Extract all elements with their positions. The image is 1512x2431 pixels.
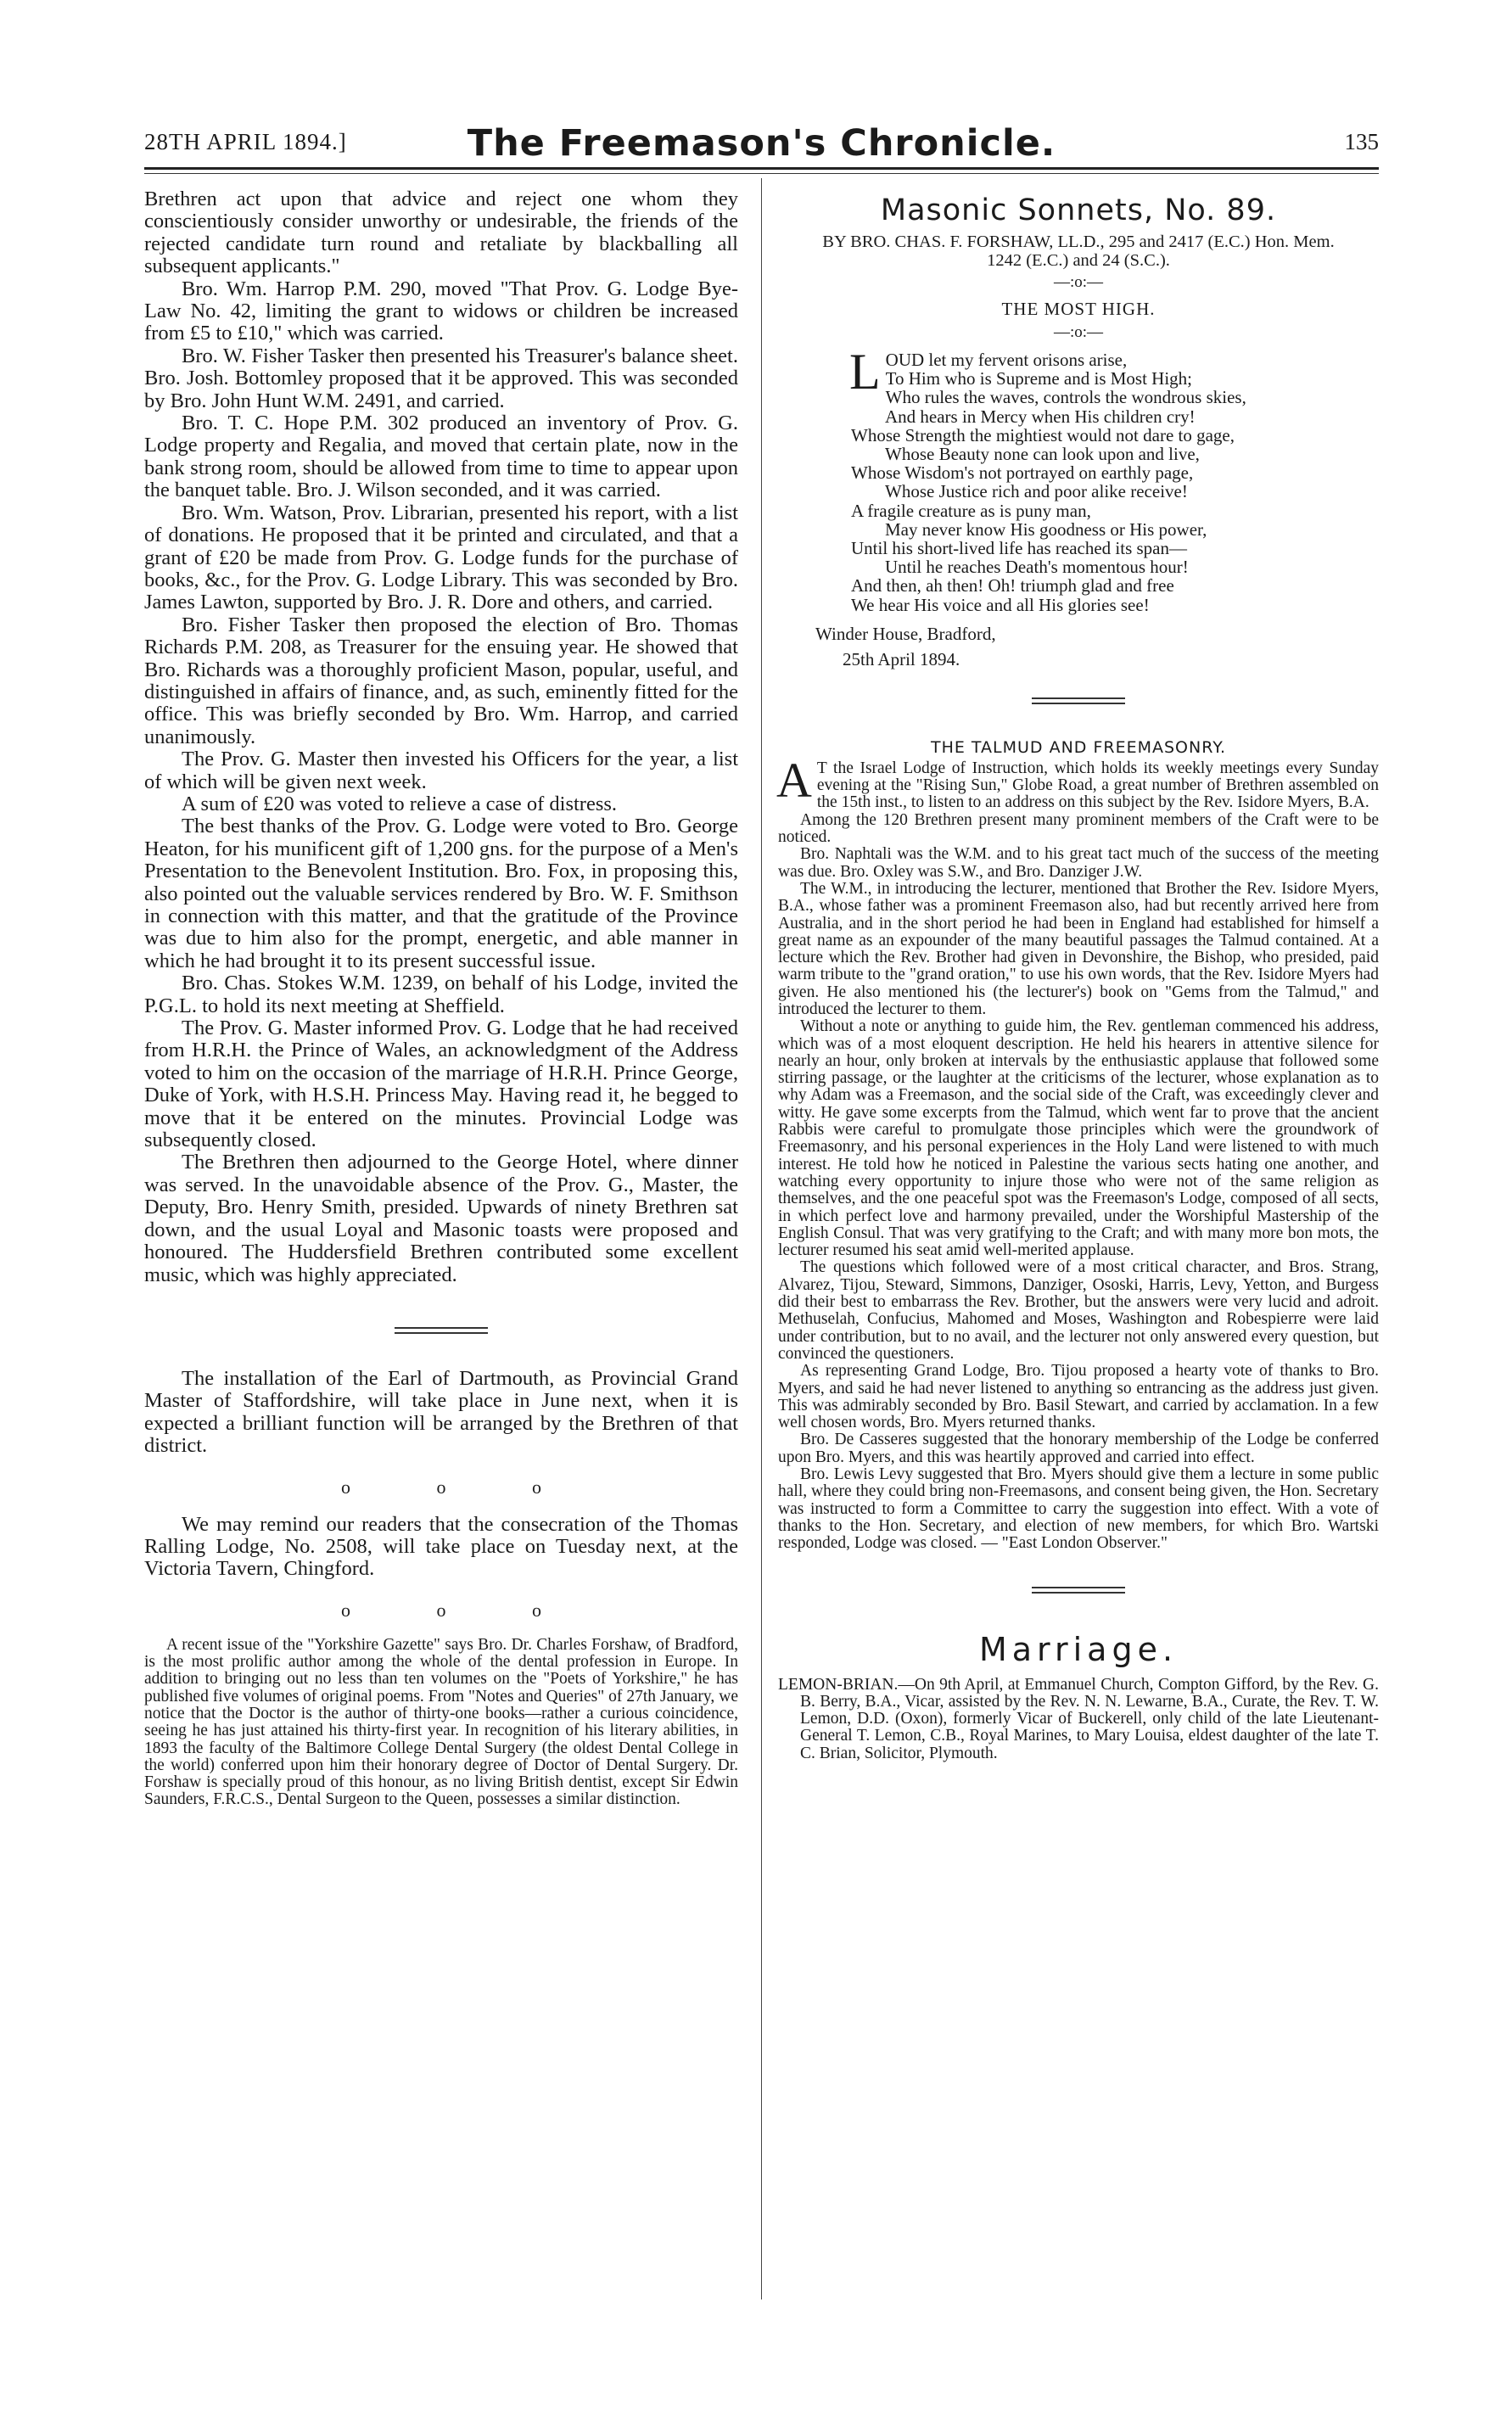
drop-cap: A [776,752,812,808]
poem-line: Whose Beauty none can look upon and live, [885,444,1200,465]
header-rule-thin [144,173,1379,174]
poem-body [849,344,1379,615]
poem-line: OUD let my fervent orisons arise, [885,350,1128,370]
poem-line: Whose Wisdom's not portrayed on earthly page, [851,462,1194,484]
article-paragraph: Bro. De Casseres suggested that the honorary membership of the Lodge be conferred upon Bro. Myers, and this was heartily approved and carried into effect. [778,1431,1379,1466]
column-divider [761,178,762,2299]
header-rule [144,167,1379,170]
article-paragraph: The W.M., in introducing the lecturer, mentioned that Brother the Rev. Isidore Myers, B.A., whose father was a prominent Freemason also, had but recently arrived here from Australia, and in the short period he had been in England had established for himself a great name as an expounder of the many beautiful passages the Talmud contained. At a lecture which the Rev. Brother had given in Devonshire, the Bishop, who presided, paid warm tribute to the "grand oration," to use his own words, that the Rev. Isidore Myers had given. He also mentioned his (the lecturer's) book on "Gems from the Talmud," and introduced the lecturer to them. [778,879,1379,1018]
issue-date: 28TH APRIL 1894.] [144,129,347,154]
page-number: 135 [1344,129,1379,154]
masthead [144,122,1379,166]
report-paragraph: Bro. Chas. Stokes W.M. 1239, on behalf of his Lodge, invited the P.G.L. to hold its next meeting at Sheffield. [144,972,738,1017]
report-paragraph: The Brethren then adjourned to the George Hotel, where dinner was served. In the unavoidable absence of the Prov. G., Master, the Deputy, Bro. Henry Smith, presided. Upwards of ninety Brethren sat down, and the usual Loyal and Masonic toasts were proposed and honoured. The Huddersfield Brethren contributed some excellent music, which was highly appreciated. [144,1151,738,1286]
report-paragraph: Bro. Wm. Watson, Prov. Librarian, presented his report, with a list of donations. He proposed that it be printed and circulated, and that a grant of £20 be made from Prov. G. Lodge funds for the purchase of books, &c., for the Prov. G. Lodge Library. This was seconded by Bro. James Lawton, supported by Bro. J. R. Dore and others, and carried. [144,501,738,614]
marriage-notice [778,1677,1379,1762]
article-paragraph: Among the 120 Brethren present many prominent members of the Craft were to be noticed. [778,810,1379,847]
article-paragraph: The questions which followed were of a most critical character, and Bros. Strang, Alvarez, Tijou, Steward, Simmons, Danziger, Ososki, Harris, Levy, Yetton, and Burgess did their best to embarrass the Rev. Brother, but the answers were very lucid and adroit. Methuselah, Confucius, Mahomed and Moses, Washington and Robespierre were laid under contribution, but to no avail, and the lecturer not only answered every question, but convinced the questioners. [778,1258,1379,1363]
section-ornament [144,1327,738,1334]
poem-title: THE MOST HIGH. [1001,299,1156,319]
poem-line: May never know His goodness or His power, [885,518,1207,540]
drop-cap: L [849,344,881,400]
sonnet-byline: BY BRO. CHAS. F. FORSHAW, LL.D., 295 and 2417 (E.C.) Hon. Mem. [822,232,1335,251]
poem-line: Until his short-lived life has reached its span— [851,538,1187,559]
report-paragraph: The Prov. G. Master informed Prov. G. Lodge that he had received from H.R.H. the Prince of Wales, an acknowledgment of the Address voted to him on the occasion of the marriage of H.R.H. Prince George, Duke of York, with H.S.H. Princess May. Having read it, he begged to move that it be entered on the minutes. Provincial Lodge was subsequently closed. [144,1017,738,1152]
separator-dots: o o o [341,1599,582,1621]
article-paragraph: As representing Grand Lodge, Bro. Tijou proposed a hearty vote of thanks to Bro. Myers, and said he had never listened to anything so entrancing as the address just given. This was admirably seconded by Bro. Basil Stewart, and carried by acclamation. In a few well chosen words, Bro. Myers returned thanks. [778,1362,1379,1432]
talmud-heading: THE TALMUD AND FREEMASONRY. [930,737,1227,757]
report-paragraph: Bro. T. C. Hope P.M. 302 produced an inventory of Prov. G. Lodge property and Regalia, and moved that certain plate, now in the bank strong room, should be allowed from time to time to appear upon the banquet table. Bro. J. Wilson seconded, and it was carried. [144,412,738,502]
separator-dots: o o o [341,1476,582,1498]
sonnet-byline-cont: 1242 (E.C.) and 24 (S.C.). [987,251,1170,270]
poem-line: And then, ah then! Oh! triumph glad and free [851,575,1174,597]
article-paragraph: Bro. Naphtali was the W.M. and to his great tact much of the success of the meeting was due. Bro. Oxley was S.W., and Bro. Danziger J.W. [778,845,1379,881]
article-paragraph: Without a note or anything to guide him, the Rev. gentleman commenced his address, which was of a most eloquent description. He held his hearers in attentive silence for nearly an hour, only broken at intervals by the enthusiastic applause that followed some stirring passage, or the laughter at the criticisms of the lecturer, whose explanation as to why Adam was a Freemason, and the social side of the Craft, was exceedingly clever and witty. He gave some excerpts from the Talmud, which went far to prove that the ancient Rabbis were careful to promulgate those principles which were the groundwork of Freemasonry, and his personal experiences in the Holy Land were listened to with much interest. He told how he noticed in Palestine the various sects hating one another, and watching every opportunity to injure those who were not of the same religion as themselves, and the one peaceful spot was the Freemason's Lodge, composed of all sects, in which perfect love and harmony prevailed, under the Worshipful Mastership of the English Consul. That was very gratifying to the Craft; and with many more bon mots, the lecturer resumed his seat amid well-merited applause. [778,1017,1379,1260]
signoff-date: 25th April 1894. [843,648,960,669]
report-paragraph: Brethren act upon that advice and reject one whom they conscientiously consider unworthy or undesirable, the friends of the rejected candidate turn round and retaliate by blackballing all subsequent applicants." [144,188,738,278]
report-paragraph: The best thanks of the Prov. G. Lodge were voted to Bro. George Heaton, for his munificent gift of 1,200 gns. for the purpose of a Men's Presentation to the Benevolent Institution. Bro. Fox, in proposing this, also pointed out the valuable services rendered by Bro. W. F. Smithson in connection with this matter, and that the gratitude of the Province was due to him also for the prompt, energetic, and able manner in which he had brought it to its present successful issue. [144,815,738,972]
report-paragraph: The Prov. G. Master then invested his Officers for the year, a list of which will be given next week. [144,748,738,793]
sonnet-title: Masonic Sonnets, No. 89. [880,193,1277,227]
divider-mark: —:o:— [1053,323,1104,341]
right-column [778,193,1379,1762]
signoff-place: Winder House, Bradford, [815,623,996,644]
left-column [144,188,738,1809]
article-paragraph: A T the Israel Lodge of Instruction, which holds its weekly meetings every Sunday evening at the "Rising Sun," Globe Road, a great number of Brethren assembled on the 15th inst., to listen to an address on this subject by the Rev. Isidore Myers, B.A. [776,752,1379,812]
talmud-article [776,752,1379,1553]
forshaw-note: A recent issue of the "Yorkshire Gazette" says Bro. Dr. Charles Forshaw, of Bradford, is the most prolific author among the whole of the dental profession in Europe. In addition to bringing out no less than ten volumes on the "Poets of Yorkshire," he has published five volumes of original poems. From "Notes and Queries" of 27th January, we notice that the Doctor is the author of thirty-one books—rather a curious coincidence, seeing he has just attained his thirty-first year. In recognition of his literary abilities, in 1893 the faculty of the Baltimore College Dental Surgery (the oldest Dental College in the world) conferred upon him their honorary degree of Doctor of Dental Surgery. Dr. Forshaw is specially proud of this honour, as no living British dentist, except Sir Edwin Saunders, F.R.C.S., Dental Surgeon to the Queen, possesses a similar distinction. [144,1635,738,1809]
poem-line: Until he reaches Death's momentous hour! [885,557,1189,578]
poem-line: Whose Strength the mightiest would not dare to gage, [851,424,1235,445]
dartmouth-note: The installation of the Earl of Dartmouth, as Provincial Grand Master of Staffordshire, will take place in June next, when it is expected a brilliant function will be arranged by the Brethren of that district. [144,1366,738,1458]
poem-line: Whose Justice rich and poor alike receive! [885,481,1188,502]
section-ornament [778,1587,1379,1594]
newspaper-title: The Freemason's Chronicle. [467,122,1056,165]
report-paragraph: Bro. W. Fisher Tasker then presented his Treasurer's balance sheet. Bro. Josh. Bottomley proposed that it be approved. This was seconded by Bro. John Hunt W.M. 2491, and carried. [144,344,738,412]
lodge-report [144,188,738,1286]
divider-mark: —:o:— [1053,273,1104,291]
marriage-entry: LEMON-BRIAN.—On 9th April, at Emmanuel Church, Compton Gifford, by the Rev. G. B. Berry, B.A., Vicar, assisted by the Rev. N. N. Lewarne, B.A., Curate, the Rev. T. W. Lemon, D.D. (Oxon), formerly Vicar of Buckerell, only child of the late Lieutenant-General T. Lemon, C.B., Royal Marines, to Mary Louisa, eldest daughter of the late T. C. Brian, Solicitor, Plymouth. [778,1675,1379,1762]
poem-line: Who rules the waves, controls the wondrous skies, [885,387,1246,408]
poem-line: To Him who is Supreme and is Most High; [885,368,1193,389]
report-paragraph: A sum of £20 was voted to relieve a case of distress. [182,792,618,815]
article-paragraph: Bro. Lewis Levy suggested that Bro. Myers should give them a lecture in some public hall, where they could bring non-Freemasons, and consent being given, the Hon. Secretary was instructed to form a Committee to carry the suggestion into effect. With a vote of thanks to the Hon. Secretary, and election of new members, for which Bro. Wartski responded, Lodge was closed. — "East London Observer." [778,1465,1379,1553]
poem-line: We hear His voice and all His glories see! [851,594,1150,615]
report-paragraph: Bro. Fisher Tasker then proposed the election of Bro. Thomas Richards P.M. 208, as Treasurer for the ensuing year. He showed that Bro. Richards was a thoroughly proficient Mason, popular, useful, and distinguished in affairs of finance, and, as such, eminently fitted for the office. This was briefly seconded by Bro. Wm. Harrop, and carried unanimously. [144,613,738,748]
poem-line: A fragile creature as is puny man, [851,500,1091,521]
marriage-heading: Marriage. [978,1630,1179,1668]
ralling-note: We may remind our readers that the consecration of the Thomas Ralling Lodge, No. 2508, will take place on Tuesday next, at the Victoria Tavern, Chingford. [144,1512,738,1581]
section-ornament [778,697,1379,704]
poem-line: And hears in Mercy when His children cry! [885,406,1196,427]
poem-signoff [815,621,1379,672]
report-paragraph: Bro. Wm. Harrop P.M. 290, moved "That Prov. G. Lodge Bye-Law No. 42, limiting the grant to widows or children be increased from £5 to £10," which was carried. [144,277,738,345]
